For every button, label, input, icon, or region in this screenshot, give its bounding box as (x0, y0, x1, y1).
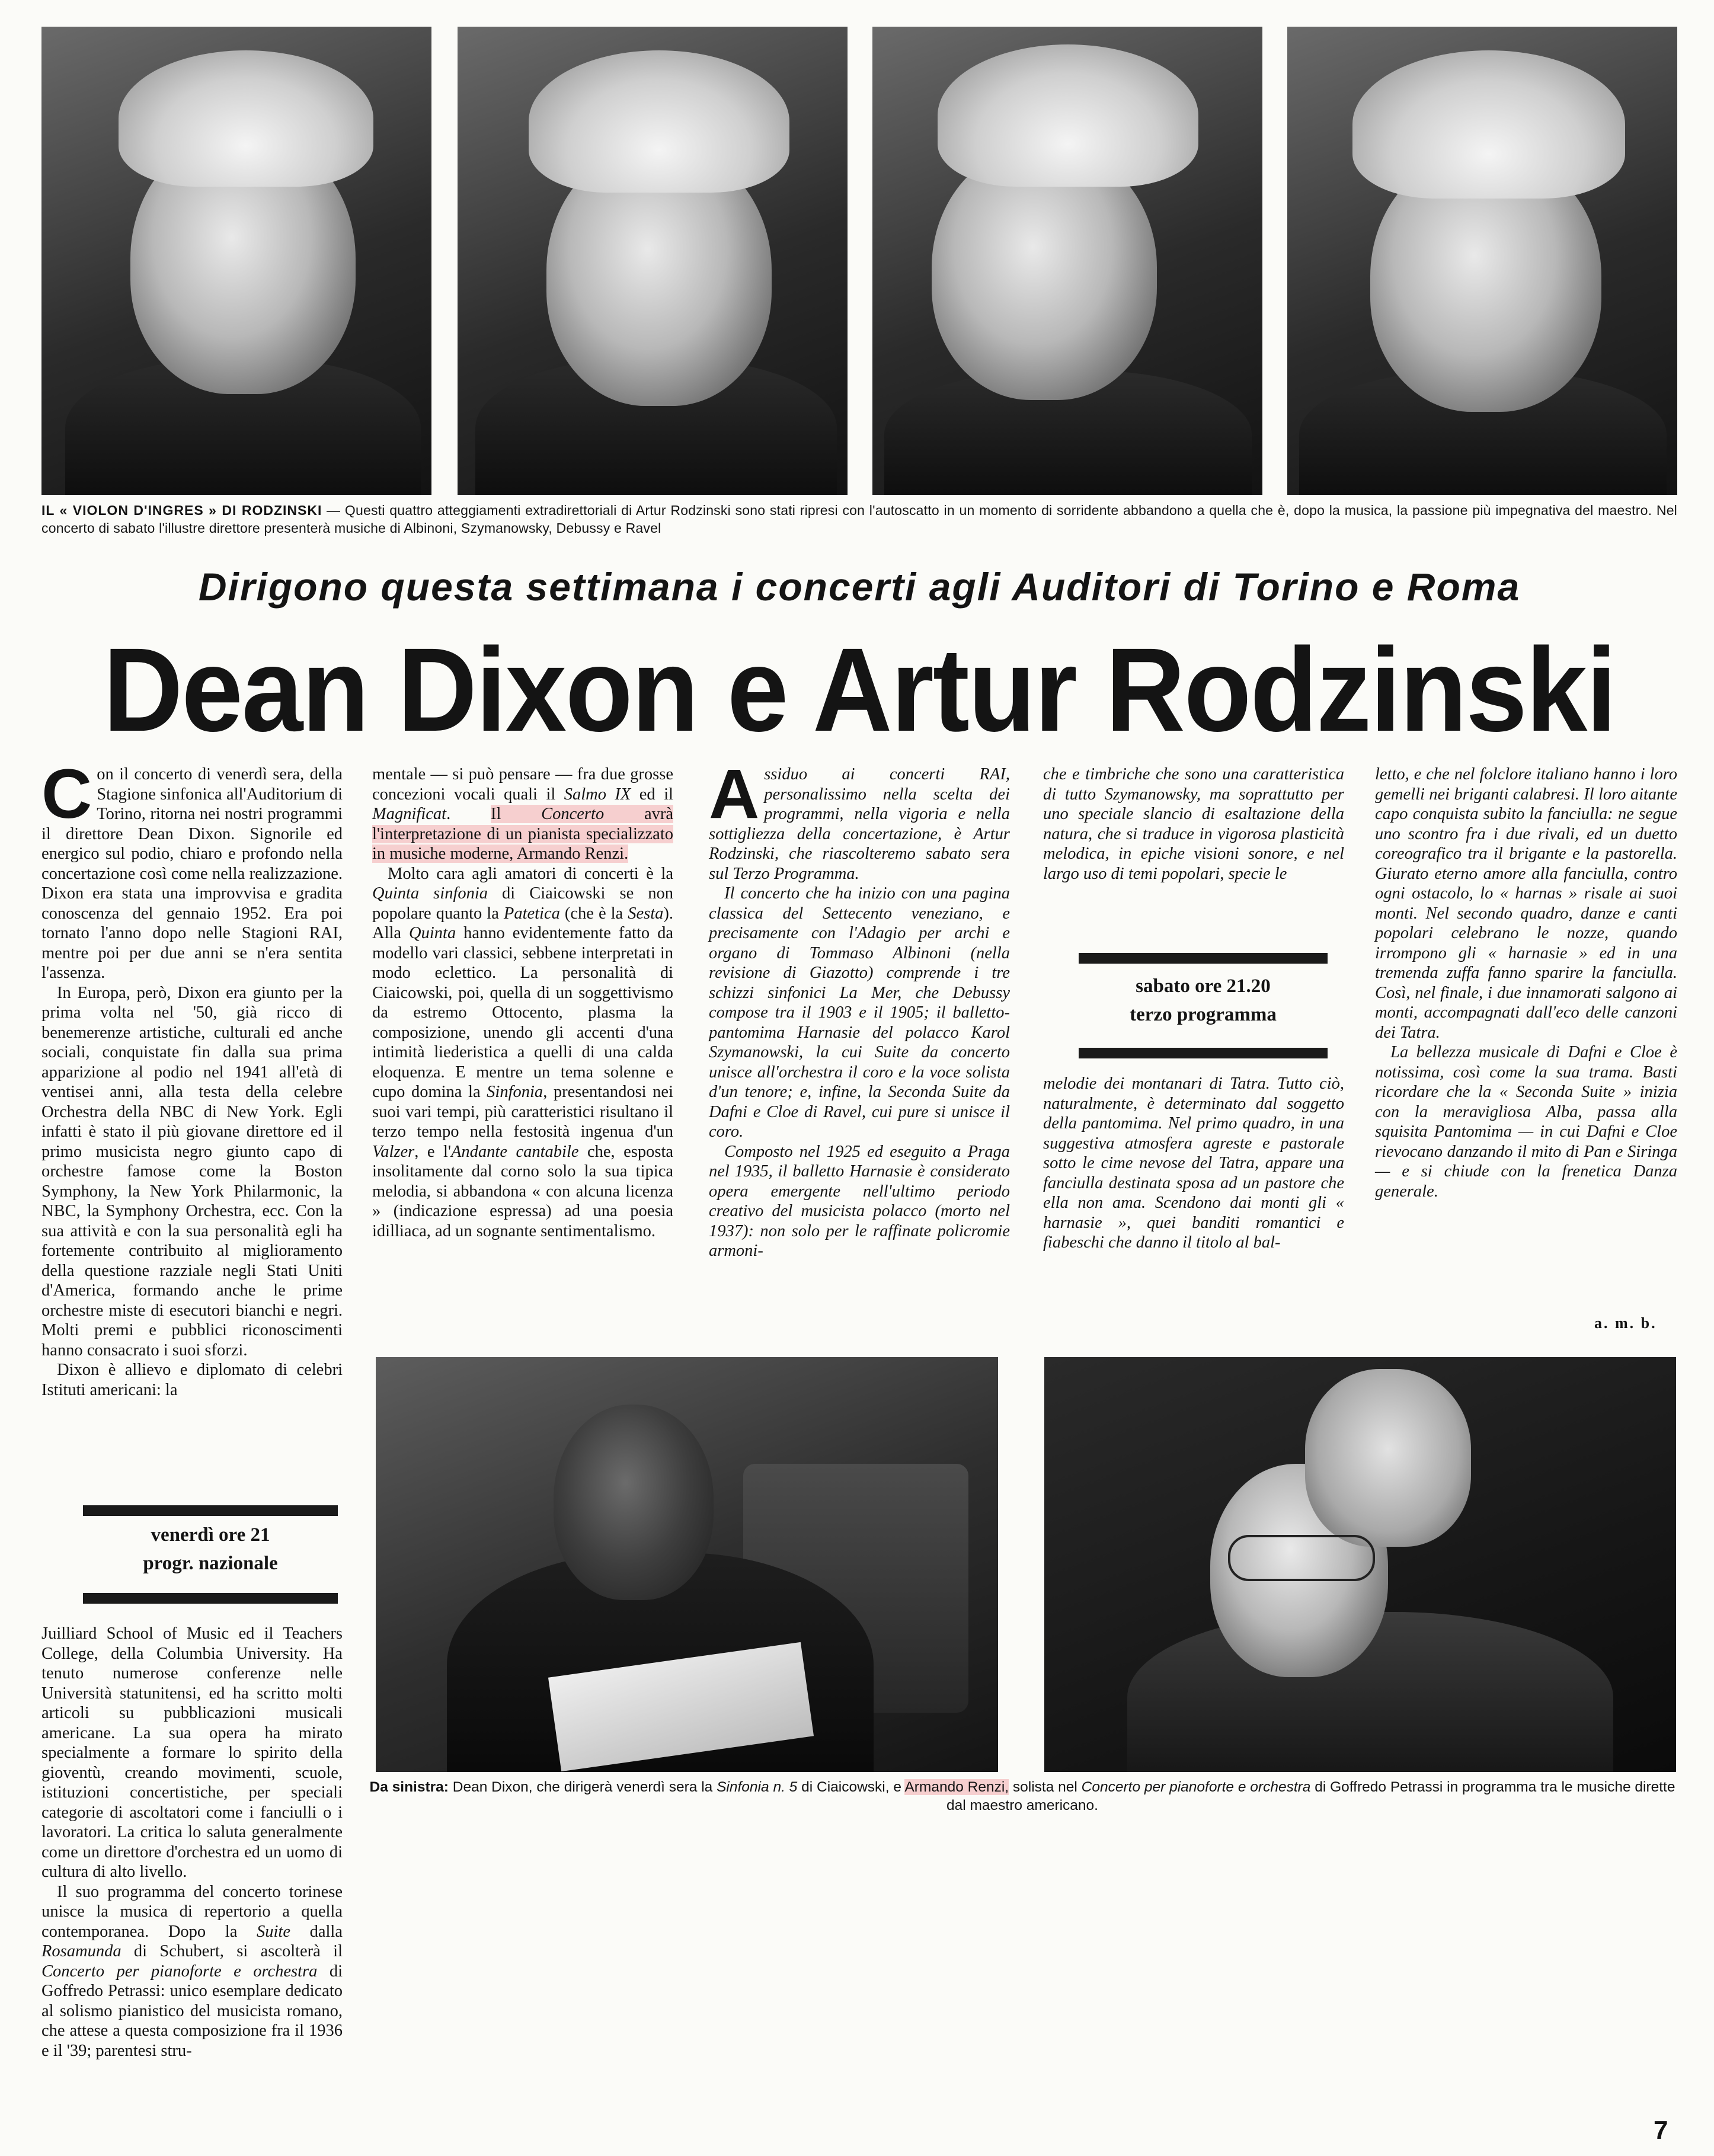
photo-rodzinski-3 (872, 27, 1262, 495)
col1-paragraph-5: Il suo programma del concerto torinese unisce la musica di repertorio a quella contemporanea. Dopo la Suite dalla Rosamunda di Schubert, si ascolterà il Concerto per pianoforte e orchestra di Goffredo Petrassi: unico esemplare dedicato al solismo pianistico del musicista romano, che attese a questa composizione fra il 1936 e il '39; parentesi stru- (41, 1882, 343, 2060)
top-caption-lead: IL « VIOLON D'INGRES » DI RODZINSKI (41, 503, 322, 518)
col3-paragraph-3: Composto nel 1925 ed eseguito a Praga nel 1935, il balletto Harnasie è considerato opera emergente nell'ultimo periodo creativo del musicista polacco (morto nel 1937): non solo per le raffinate policromie armoni- (709, 1142, 1010, 1260)
col1-paragraph-3: Dixon è allievo e diplomato di celebri Istituti americani: la (41, 1361, 343, 1399)
schedule-box-rule-bottom (83, 1593, 338, 1604)
schedule-box-rule-top (83, 1505, 338, 1516)
highlighted-text: Il Concerto avrà l'interpretazione di un pianista specializzato in musiche moderne, Armando Renzi. (372, 805, 673, 863)
photo-rodzinski-1 (41, 27, 431, 495)
schedule-box-saturday-rule-bottom (1079, 1048, 1328, 1058)
col4-paragraph-2: melodie dei montanari di Tatra. Tutto ciò, naturalmente, è determinato dal soggetto della pantomima. Nel primo quadro, in una suggestiva atmosfera agreste e pastorale sotto le cime nevose del Tatra, appare una fanciulla destinata sposa ad un pastore che ella non ama. Scendono dai monti gli « harnasie », quei banditi romantici e fiabeschi che danno il titolo al bal- (1043, 1074, 1344, 1252)
dropcap-a: A (709, 755, 760, 833)
kicker-title: Dirigono questa settimana i concerti agli Auditori di Torino e Roma (198, 565, 1521, 609)
bottom-photo-caption: Da sinistra: Dean Dixon, che dirigerà venerdì sera la Sinfonia n. 5 di Ciaicowski, e Armando Renzi, solista nel Concerto per pianoforte e orchestra di Goffredo Petrassi in programma tra le musiche dirette dal maestro americano. (369, 1779, 1675, 1813)
top-photo-caption (41, 501, 1677, 537)
photo-dean-dixon (376, 1357, 998, 1772)
photo-rodzinski-4 (1287, 27, 1677, 495)
headline: Dean Dixon e Artur Rodzinski (103, 623, 1616, 757)
top-caption-text: — Questi quattro atteggiamenti extradirettoriali di Artur Rodzinski sono stati ripresi con l'autoscatto in un momento di sorridente abbandono a quella che è, dopo la musica, la passione più impegnativa del maestro. Nel concerto di sabato l'illustre direttore presenterà musiche di Albinoni, Szymanowsky, Debussy e Ravel (41, 503, 1677, 536)
column-1-top (41, 755, 343, 1400)
dropcap-c: C (41, 755, 92, 833)
schedule-box-saturday (1079, 972, 1328, 1029)
schedule-box-saturday-rule-top (1079, 953, 1328, 964)
page-number: 7 (1654, 2116, 1668, 2145)
schedule-friday-channel: progr. nazionale (143, 1553, 278, 1574)
col3-paragraph-2: Il concerto che ha inizio con una pagina classica del Settecento veneziano, e precisamente con l'Adagio per archi e organo di Tommaso Albinoni (nella revisione di Giazotto) comprende i tre schizzi sinfonici La Mer, che Debussy compose tra il 1903 e il 1905; il balletto-pantomima Harnasie del polacco Karol Szymanowski, la cui Suite da concerto unisce all'orchestra il coro e la voce solista d'un tenore; e, infine, la Seconda Suite da Dafni e Cloe di Ravel, cui pure si unisce il coro. (709, 884, 1010, 1141)
col3-paragraph-1: Assiduo ai concerti RAI, personalissimo nella scelta dei programmi, nella vigoria e nella sottigliezza della concertazione, è Artur Rodzinski, che riascolteremo sabato sera sul Terzo Programma. (709, 755, 1010, 883)
column-5 (1375, 764, 1677, 1201)
col2-paragraph-1: mentale — si può pensare — fra due grosse concezioni vocali quali il Salmo IX ed il Magnificat. Il Concerto avrà l'interpretazione di un pianista specializzato in musiche moderne, Armando Renzi. (372, 765, 673, 863)
col5-paragraph-1: letto, e che nel folclore italiano hanno i loro gemelli nei briganti calabresi. Il loro aitante capo conquista subito la fanciulla: ne segue uno scontro fra i due rivali, ed un duetto coreografico tra il brigante e la pastorella. Giurato eterno amore alla fanciulla, contro ogni ostacolo, lo « harnas » risale ai suoi monti. Nel secondo quadro, danze e canti popolari celebrano le nozze, quando irrompono gli « harnasie » ed in una tremenda zuffa fanno sparire la fanciulla. Così, nel finale, i due innamorati salgono ai monti, accompagnati dall'eco delle canzoni dei Tatra. (1375, 765, 1677, 1042)
col2-paragraph-2: Molto cara agli amatori di concerti è la Quinta sinfonia di Ciaicowski se non popolare quanto la Patetica (che è la Sesta). Alla Quinta hanno evidentemente fatto da modello vari classici, sebbene interpretati in modo eclettico. La personalità di Ciaicowski, poi, quella di un soggettivismo da estremo Ottocento, plasma la composizione, unendo gli accenti d'una intimità liederistica a quelli di una calda eloquenza. E mentre un tema solenne e cupo domina la Sinfonia, presentandosi nei suoi vari tempi, più caratteristici risultano il terzo tempo nella festosità ingenua d'un Valzer, e l'Andante cantabile che, esposta insolitamente dal corno solo la sua tipica melodia, si abbandona « con alcuna licenza » (indicazione espressa) ad una poesia idilliaca, ad un sognante sentimentalismo. (372, 864, 674, 1240)
col1-paragraph-4: Juilliard School of Music ed il Teachers College, della Columbia University. Ha tenuto numerose conferenze nelle Università statunitensi, ed ha scritto molti articoli su pubblicazioni musicali americane. La sua opera ha mirato specialmente a formare lo spirito della gioventù, creando movimenti, scuole, istituzioni concertistiche, per speciali categorie di ascoltatori come i fanciulli o i lavoratori. La critica lo saluta generalmente come un direttore d'orchestra ed un uomo di cultura di alto livello. (41, 1624, 343, 1881)
author-signature: a. m. b. (1594, 1314, 1657, 1332)
highlighted-name: Armando Renzi, (904, 1779, 1009, 1795)
column-4-bottom (1043, 1074, 1344, 1253)
schedule-box-friday (83, 1521, 338, 1578)
col4-paragraph-1: che e timbriche che sono una caratteristica di tutto Szymanowsky, ma soprattutto per uno speciale slancio di esaltazione della natura, che si traduce in vigorosa plasticità melodica, in epiche visioni sonore, e nel largo uso di temi popolari, specie le (1043, 765, 1344, 883)
schedule-friday-time: venerdì ore 21 (151, 1524, 270, 1546)
column-1-bottom (41, 1624, 343, 2061)
column-4-top (1043, 764, 1344, 884)
col1-paragraph-2: In Europa, però, Dixon era giunto per la prima volta nel '50, già ricco di benemerenze artistiche, culturali ed anche sociali, conquistate fin dalla sua prima apparizione al podio nel 1941 all'età di ventisei anni, alla testa della celebre Orchestra della NBC di New York. Egli infatti è stato il più giovane direttore ed il primo musicista negro giunto capo di orchestre famose come la Boston Symphony, la New York Philarmonic, la NBC, la Symphony Orchestra, ecc. Con la sua attività e con la sua personalità egli ha fortemente contribuito al miglioramento della questione razziale negli Stati Uniti d'America, formando anche le prime orchestre miste di esecutori bianchi e negri. Molti premi e pubblici riconoscimenti hanno consacrato i suoi sforzi. (41, 983, 343, 1360)
column-3 (709, 755, 1010, 1261)
photo-rodzinski-2 (458, 27, 848, 495)
photo-armando-renzi (1044, 1357, 1676, 1772)
schedule-saturday-time: sabato ore 21.20 (1136, 975, 1271, 997)
col5-paragraph-2: La bellezza musicale di Dafni e Cloe è notissima, così come la sua trama. Basti ricordare che la « Seconda Suite » inizia con la meravigliosa Alba, passa alla squisita Pantomima — in cui Dafni e Cloe rievocano danzando il mito di Pan e Siringa — e si chiude con la frenetica Danza generale. (1375, 1043, 1677, 1201)
schedule-saturday-channel: terzo programma (1130, 1004, 1277, 1025)
column-2 (372, 764, 673, 1241)
col1-paragraph-1: Con il concerto di venerdì sera, della Stagione sinfonica all'Auditorium di Torino, ritorna nei nostri programmi il direttore Dean Dixon. Signorile ed energico sul podio, chiaro e profondo nella concertazione così come nella realizzazione. Dixon era stata una improvvisa e gradita conoscenza del gennaio 1952. Era poi tornato l'anno dopo nelle Stagioni RAI, mentre poi per due anni se n'era sentita l'assenza. (41, 755, 343, 982)
